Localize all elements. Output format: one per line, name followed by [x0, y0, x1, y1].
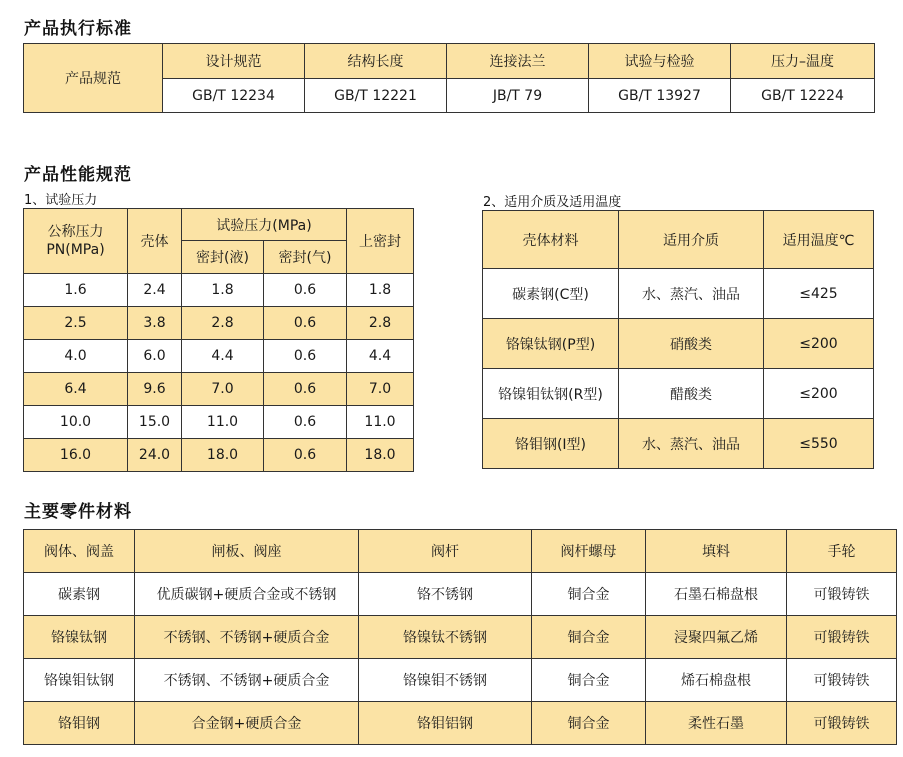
materials-cell: 铬钼钢	[24, 702, 135, 745]
pressure-cell: 18.0	[182, 439, 264, 472]
medium-cell: ≤550	[764, 419, 874, 469]
pressure-cell: 0.6	[264, 307, 347, 340]
table-row	[483, 369, 874, 419]
materials-cell: 铬不锈钢	[359, 573, 532, 616]
pressure-cell: 2.5	[24, 307, 128, 340]
pressure-cell: 4.0	[24, 340, 128, 373]
pressure-cell: 2.4	[128, 274, 182, 307]
pressure-header-test: 试验压力(MPa)	[182, 209, 347, 241]
pressure-cell: 10.0	[24, 406, 128, 439]
pressure-cell: 16.0	[24, 439, 128, 472]
materials-section-title: 主要零件材料	[24, 502, 132, 522]
pressure-cell: 6.0	[128, 340, 182, 373]
table-row	[483, 319, 874, 369]
standards-header-cell: 结构长度	[305, 44, 447, 79]
pressure-cell: 4.4	[347, 340, 414, 373]
pressure-cell: 18.0	[347, 439, 414, 472]
pressure-cell: 0.6	[264, 439, 347, 472]
materials-header-cell: 手轮	[787, 530, 897, 573]
medium-header-cell: 适用介质	[619, 211, 764, 269]
pressure-cell: 7.0	[182, 373, 264, 406]
materials-cell: 不锈钢、不锈钢+硬质合金	[135, 659, 359, 702]
pressure-subtitle: 1、试验压力	[24, 193, 98, 208]
table-row	[483, 419, 874, 469]
materials-cell: 优质碳钢+硬质合金或不锈钢	[135, 573, 359, 616]
medium-cell: 铬钼钢(I型)	[483, 419, 619, 469]
medium-header-cell: 壳体材料	[483, 211, 619, 269]
standards-row-header: 产品规范	[24, 44, 163, 113]
standards-value-cell: JB/T 79	[447, 79, 589, 113]
materials-cell: 可锻铸铁	[787, 573, 897, 616]
pressure-cell: 2.8	[182, 307, 264, 340]
medium-cell: 铬镍钛钢(P型)	[483, 319, 619, 369]
table-row	[24, 307, 414, 340]
pressure-cell: 2.8	[347, 307, 414, 340]
standards-value-cell: GB/T 13927	[589, 79, 731, 113]
medium-cell: ≤425	[764, 269, 874, 319]
pressure-cell: 3.8	[128, 307, 182, 340]
table-row	[24, 439, 414, 472]
pressure-cell: 11.0	[182, 406, 264, 439]
standards-value-cell: GB/T 12234	[163, 79, 305, 113]
pressure-header-shell: 壳体	[128, 209, 182, 274]
pressure-cell: 1.8	[347, 274, 414, 307]
materials-cell: 铬镍钛不锈钢	[359, 616, 532, 659]
table-row	[24, 274, 414, 307]
materials-header-cell: 阀体、阀盖	[24, 530, 135, 573]
materials-table	[23, 529, 897, 745]
pressure-cell: 4.4	[182, 340, 264, 373]
pressure-header-gas: 密封(气)	[264, 241, 347, 274]
standards-header-cell: 压力–温度	[731, 44, 875, 79]
table-row	[24, 702, 897, 745]
materials-cell: 铜合金	[532, 659, 646, 702]
table-row	[24, 340, 414, 373]
materials-cell: 铜合金	[532, 616, 646, 659]
table-row	[24, 373, 414, 406]
table-row	[24, 616, 897, 659]
medium-table	[482, 210, 874, 469]
pressure-cell: 0.6	[264, 274, 347, 307]
standards-section-title: 产品执行标准	[24, 19, 132, 39]
materials-cell: 柔性石墨	[646, 702, 787, 745]
standards-value-cell: GB/T 12221	[305, 79, 447, 113]
pressure-cell: 1.6	[24, 274, 128, 307]
pressure-table	[23, 208, 414, 472]
pressure-cell: 6.4	[24, 373, 128, 406]
materials-cell: 铜合金	[532, 702, 646, 745]
materials-cell: 铬镍钼不锈钢	[359, 659, 532, 702]
materials-cell: 铬镍钼钛钢	[24, 659, 135, 702]
pressure-cell: 7.0	[347, 373, 414, 406]
pressure-cell: 15.0	[128, 406, 182, 439]
materials-header-cell: 阀杆螺母	[532, 530, 646, 573]
materials-header-cell: 填料	[646, 530, 787, 573]
pressure-cell: 11.0	[347, 406, 414, 439]
materials-cell: 不锈钢、不锈钢+硬质合金	[135, 616, 359, 659]
medium-cell: 水、蒸汽、油品	[619, 419, 764, 469]
pressure-cell: 1.8	[182, 274, 264, 307]
medium-cell: 铬镍钼钛钢(R型)	[483, 369, 619, 419]
medium-cell: 水、蒸汽、油品	[619, 269, 764, 319]
pressure-cell: 24.0	[128, 439, 182, 472]
materials-cell: 合金钢+硬质合金	[135, 702, 359, 745]
pressure-header-upper: 上密封	[347, 209, 414, 274]
pressure-cell: 0.6	[264, 406, 347, 439]
medium-cell: 硝酸类	[619, 319, 764, 369]
pressure-cell: 9.6	[128, 373, 182, 406]
table-row	[24, 573, 897, 616]
materials-cell: 铬钼铝钢	[359, 702, 532, 745]
materials-cell: 可锻铸铁	[787, 616, 897, 659]
standards-header-cell: 试验与检验	[589, 44, 731, 79]
medium-cell: 碳素钢(C型)	[483, 269, 619, 319]
medium-cell: ≤200	[764, 369, 874, 419]
pressure-header-pn: 公称压力 PN(MPa)	[24, 209, 128, 274]
materials-header-cell: 闸板、阀座	[135, 530, 359, 573]
pressure-header-liquid: 密封(液)	[182, 241, 264, 274]
table-row	[483, 269, 874, 319]
materials-cell: 石墨石棉盘根	[646, 573, 787, 616]
materials-cell: 铜合金	[532, 573, 646, 616]
standards-value-cell: GB/T 12224	[731, 79, 875, 113]
standards-header-cell: 连接法兰	[447, 44, 589, 79]
pressure-cell: 0.6	[264, 373, 347, 406]
materials-cell: 可锻铸铁	[787, 659, 897, 702]
materials-cell: 可锻铸铁	[787, 702, 897, 745]
performance-section-title: 产品性能规范	[24, 165, 132, 185]
materials-cell: 铬镍钛钢	[24, 616, 135, 659]
medium-subtitle: 2、适用介质及适用温度	[483, 195, 622, 210]
medium-cell: 醋酸类	[619, 369, 764, 419]
table-row	[24, 406, 414, 439]
materials-cell: 烯石棉盘根	[646, 659, 787, 702]
standards-table	[23, 43, 875, 113]
materials-header-cell: 阀杆	[359, 530, 532, 573]
standards-header-cell: 设计规范	[163, 44, 305, 79]
medium-cell: ≤200	[764, 319, 874, 369]
pressure-cell: 0.6	[264, 340, 347, 373]
materials-cell: 碳素钢	[24, 573, 135, 616]
medium-header-cell: 适用温度℃	[764, 211, 874, 269]
table-row	[24, 659, 897, 702]
materials-cell: 浸聚四氟乙烯	[646, 616, 787, 659]
